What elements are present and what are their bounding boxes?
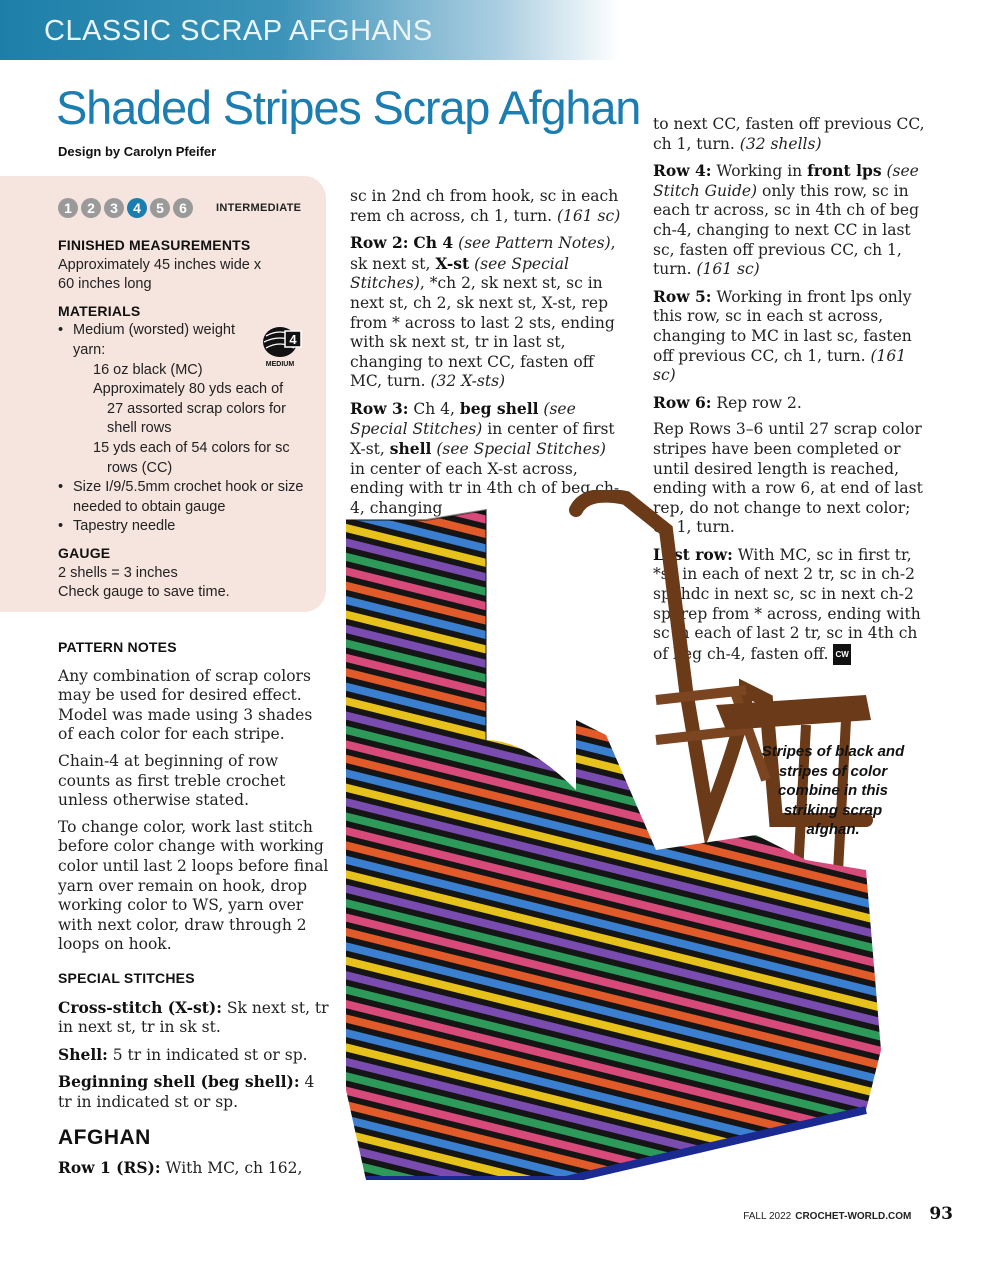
materials-item: • Medium (worsted) weight yarn: [58, 321, 248, 360]
row-3-cont: to next CC, fasten off previous CC, ch 1, turn. (32 shells) [653, 115, 925, 153]
pattern-note: Chain-4 at beginning of row counts as first treble crochet unless otherwise stated. [58, 751, 286, 810]
skill-dot-4-active: 4 [127, 198, 147, 218]
middle-column [350, 187, 622, 526]
left-column [58, 638, 330, 1186]
skill-dot-3: 3 [104, 198, 124, 218]
pattern-note: To change color, work last stitch before color change with working color until last 2 loops before final yarn over remain on hook, drop working color to WS, yarn over with next color, draw through 2 loops on hook. [58, 817, 329, 954]
section-banner [0, 0, 620, 60]
page-number: 93 [929, 1204, 953, 1224]
row-1: Row 1 (RS): With MC, ch 162, [58, 1158, 303, 1178]
materials-item: • Tapestry needle [58, 517, 314, 537]
special-stitches-heading: SPECIAL STITCHES [58, 969, 195, 986]
skill-dot-5: 5 [150, 198, 170, 218]
materials-heading: MATERIALS [58, 302, 141, 319]
pattern-note: Any combination of scrap colors may be used for desired effect. Model was made using 3 shades of each color for each stripe. [58, 666, 313, 744]
stitch-xst: Cross-stitch (X-st): Sk next st, tr in next st, tr in sk st. [58, 997, 329, 1037]
row-2: Row 2: Ch 4 (see Pattern Notes), sk next st, X-st (see Special Stitches), *ch 2, sk next st, sc in next st, ch 2, sk next st, X-st, rep from * across to last 2 sts, ending with sk next st, tr in last st, changing to next CC, fasten off MC, turn. (32 X-sts) [350, 233, 616, 391]
stitch-beg-shell: Beginning shell (beg shell): 4 tr in indicated st or sp. [58, 1072, 315, 1111]
repeat-instructions: Rep Rows 3–6 until 27 scrap color stripes have been completed or until desired length is reached, ending with a row 6, at end of last rep, do not change to next color; ch 1, turn. [653, 420, 923, 537]
pattern-notes-heading: PATTERN NOTES [58, 639, 177, 655]
materials-item: Approximately 80 yds each of 27 assorted scrap colors for shell rows [93, 381, 286, 437]
footer-site: CROCHET-WORLD.COM [795, 1211, 912, 1222]
finished-heading: FINISHED MEASUREMENTS [58, 237, 251, 253]
gauge-line: 2 shells = 3 inches [58, 564, 178, 581]
info-box-content [58, 236, 314, 603]
yarn-weight-number: 4 [289, 332, 297, 347]
materials-list [58, 321, 314, 537]
row-4: Row 4: Working in front lps (see Stitch Guide) only this row, sc in each tr across, sc in 4th ch of beg ch-4, changing to next CC in last sc, fasten off previous CC, ch 1, turn. (161 sc) [653, 161, 920, 279]
skill-dot-1: 1 [58, 198, 78, 218]
photo-caption: Stripes of black and stripes of color combine in this striking scrap afghan. [761, 743, 905, 838]
materials-item: 16 oz black (MC) [93, 361, 203, 378]
page-footer [743, 1204, 953, 1224]
row-6: Row 6: Rep row 2. [653, 392, 802, 412]
materials-item: • Size I/9/5.5mm crochet hook or size needed to obtain gauge [58, 478, 314, 517]
row-5: Row 5: Working in front lps only this row, sc in each st across, changing to MC in last sc, fasten off previous CC, ch 1, turn. (161 sc) [653, 286, 912, 385]
section-banner-text: CLASSIC SCRAP AFGHANS [44, 15, 433, 47]
yarn-weight-label: MEDIUM [265, 361, 295, 368]
skill-label: INTERMEDIATE [216, 202, 302, 214]
stitch-shell: Shell: 5 tr in indicated st or sp. [58, 1044, 308, 1064]
finished-text: Approximately 45 inches wide x 60 inches long [58, 256, 262, 293]
row-3: Row 3: Ch 4, beg shell (see Special Stitches) in center of first X-st, shell (see Special Stitches) in center of each X-st across, ending with tr in 4th ch of beg ch-4, changing [350, 398, 620, 517]
gauge-line: Check gauge to save time. [58, 584, 230, 601]
end-mark-icon: CW [833, 644, 850, 666]
footer-issue: FALL 2022 [743, 1211, 792, 1222]
designer-credit: Design by Carolyn Pfeifer [58, 144, 217, 159]
last-row: Last row: With MC, sc in first tr, *sc in each of next 2 tr, sc in ch-2 sp, hdc in next sc, sc in next ch-2 sp, rep from * across, ending with sc in each of last 2 tr, sc in 4th ch of beg ch-4, fasten off. CW [653, 545, 928, 666]
page-title: Shaded Stripes Scrap Afghan [56, 81, 641, 134]
skill-level [58, 197, 301, 219]
skill-dot-6: 6 [173, 198, 193, 218]
row-1-cont: sc in 2nd ch from hook, sc in each rem ch across, ch 1, turn. (161 sc) [350, 187, 621, 225]
gauge-heading: GAUGE [58, 544, 111, 561]
afghan-heading: AFGHAN [58, 1126, 151, 1150]
skill-dot-2: 2 [81, 198, 101, 218]
materials-item: 15 yds each of 54 colors for sc rows (CC) [93, 439, 290, 476]
